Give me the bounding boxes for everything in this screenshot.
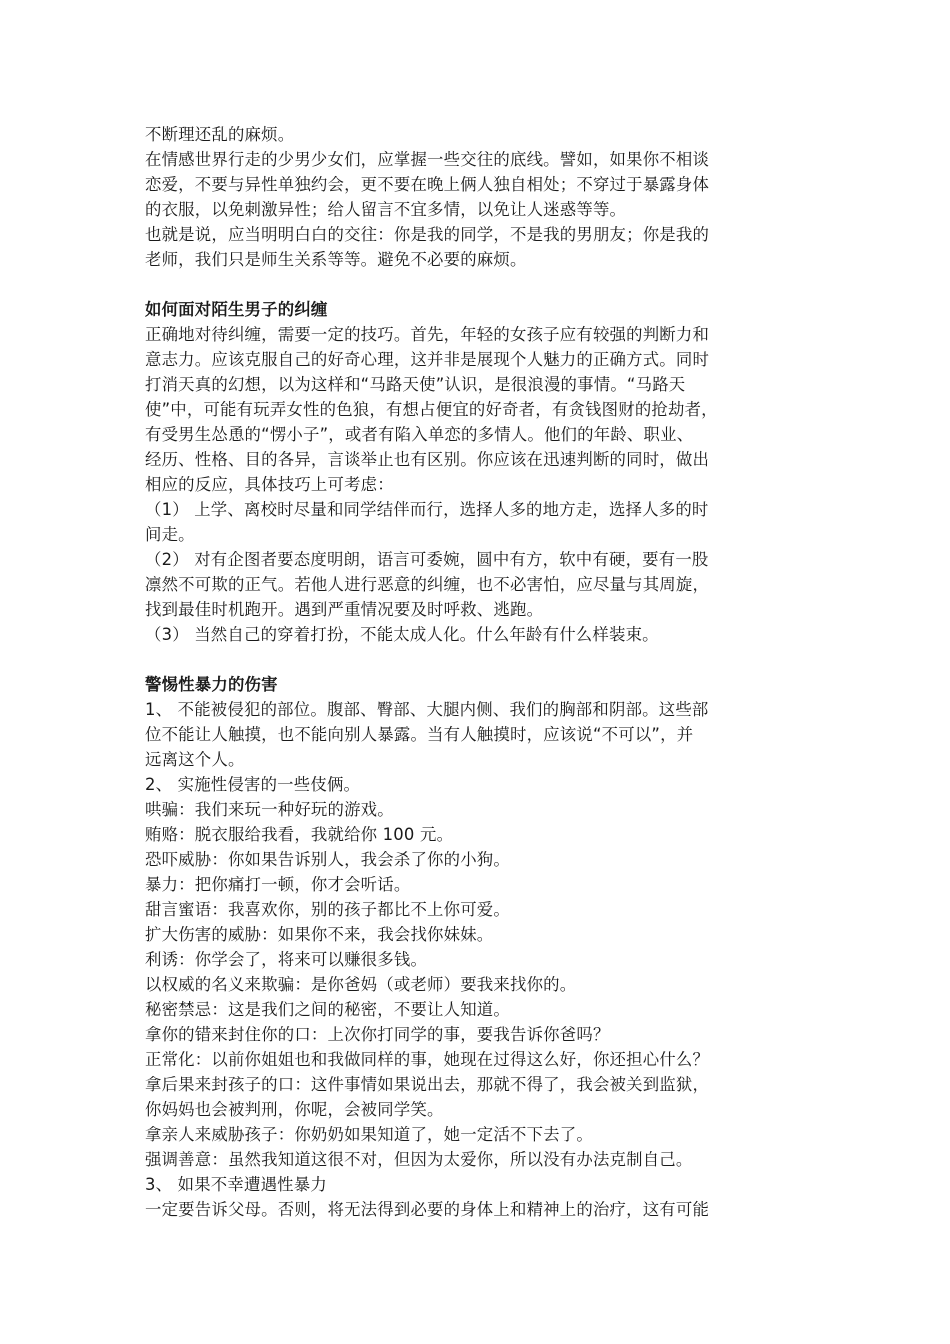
text-line: 的衣服，以免刺激异性；给人留言不宜多情，以免让人迷惑等等。 xyxy=(145,200,627,219)
text-line: 正确地对待纠缠，需要一定的技巧。首先，年轻的女孩子应有较强的判断力和 xyxy=(145,325,710,344)
text-line: 凛然不可欺的正气。若他人进行恶意的纠缠，也不必害怕，应尽量与其周旋， xyxy=(145,575,710,594)
text-line: 不断理还乱的麻烦。 xyxy=(145,125,295,144)
text-line: 恋爱，不要与异性单独约会，更不要在晚上俩人独自相处；不穿过于暴露身体 xyxy=(145,175,710,194)
text-line: 以权威的名义来欺骗：是你爸妈（或老师）要我来找你的。 xyxy=(145,975,577,994)
text-line: 打消天真的幻想，以为这样和“马路天使”认识，是很浪漫的事情。“马路天 xyxy=(145,375,686,394)
text-line: 位不能让人触摸，也不能向别人暴露。当有人触摸时，应该说“不可以”，并 xyxy=(145,725,694,744)
text-line: 意志力。应该克服自己的好奇心理，这并非是展现个人魅力的正确方式。同时 xyxy=(145,350,710,369)
document-page xyxy=(145,122,825,1222)
list-item: （2） 对有企图者要态度明朗，语言可委婉，圆中有方，软中有硬，要有一股 xyxy=(145,550,709,569)
text-line: 找到最佳时机跑开。遇到严重情况要及时呼救、逃跑。 xyxy=(145,600,544,619)
text-line: 强调善意：虽然我知道这很不对，但因为太爱你，所以没有办法克制自己。 xyxy=(145,1150,693,1169)
text-line: 拿亲人来威胁孩子：你奶奶如果知道了，她一定活不下去了。 xyxy=(145,1125,593,1144)
list-item: （1） 上学、离校时尽量和同学结伴而行，选择人多的地方走，选择人多的时 xyxy=(145,500,709,519)
list-item: 1、 不能被侵犯的部位。腹部、臀部、大腿内侧、我们的胸部和阴部。这些部 xyxy=(145,700,709,719)
text-line: 一定要告诉父母。否则，将无法得到必要的身体上和精神上的治疗，这有可能 xyxy=(145,1200,710,1219)
section-heading: 警惕性暴力的伤害 xyxy=(145,675,278,694)
text-line: 远离这个人。 xyxy=(145,750,245,769)
blank-line xyxy=(145,272,825,297)
text-line: 正常化：以前你姐姐也和我做同样的事，她现在过得这么好，你还担心什么？ xyxy=(145,1050,710,1069)
text-line: 也就是说，应当明明白白的交往：你是我的同学，不是我的男朋友；你是我的 xyxy=(145,225,710,244)
text-line: 间走。 xyxy=(145,525,195,544)
blank-line xyxy=(145,647,825,672)
section-heading: 如何面对陌生男子的纠缠 xyxy=(145,300,328,319)
list-item: 3、 如果不幸遭遇性暴力 xyxy=(145,1175,327,1194)
text-line: 相应的反应，具体技巧上可考虑： xyxy=(145,475,394,494)
text-line: 哄骗：我们来玩一种好玩的游戏。 xyxy=(145,800,394,819)
text-line: 甜言蜜语：我喜欢你，别的孩子都比不上你可爱。 xyxy=(145,900,510,919)
text-line: 有受男生怂恿的“愣小子”，或者有陷入单恋的多情人。他们的年龄、职业、 xyxy=(145,425,694,444)
list-item: （3） 当然自己的穿着打扮，不能太成人化。什么年龄有什么样装束。 xyxy=(145,625,659,644)
text-line: 在情感世界行走的少男少女们，应掌握一些交往的底线。譬如，如果你不相谈 xyxy=(145,150,710,169)
text-line: 使”中，可能有玩弄女性的色狼，有想占便宜的好奇者，有贪钱图财的抢劫者， xyxy=(145,400,718,419)
list-item: 2、 实施性侵害的一些伎俩。 xyxy=(145,775,361,794)
text-line: 拿你的错来封住你的口：上次你打同学的事，要我告诉你爸吗？ xyxy=(145,1025,610,1044)
text-line: 利诱：你学会了，将来可以赚很多钱。 xyxy=(145,950,428,969)
text-line: 恐吓威胁：你如果告诉别人，我会杀了你的小狗。 xyxy=(145,850,510,869)
text-line: 老师，我们只是师生关系等等。避免不必要的麻烦。 xyxy=(145,250,527,269)
text-line: 暴力：把你痛打一顿，你才会听话。 xyxy=(145,875,411,894)
text-line: 扩大伤害的威胁：如果你不来，我会找你妹妹。 xyxy=(145,925,494,944)
text-line: 贿赂：脱衣服给我看，我就给你 100 元。 xyxy=(145,825,454,844)
text-line: 拿后果来封孩子的口：这件事情如果说出去，那就不得了，我会被关到监狱， xyxy=(145,1075,710,1094)
text-line: 秘密禁忌：这是我们之间的秘密，不要让人知道。 xyxy=(145,1000,510,1019)
text-line: 经历、性格、目的各异，言谈举止也有区别。你应该在迅速判断的同时，做出 xyxy=(145,450,710,469)
text-line: 你妈妈也会被判刑，你呢，会被同学笑。 xyxy=(145,1100,444,1119)
